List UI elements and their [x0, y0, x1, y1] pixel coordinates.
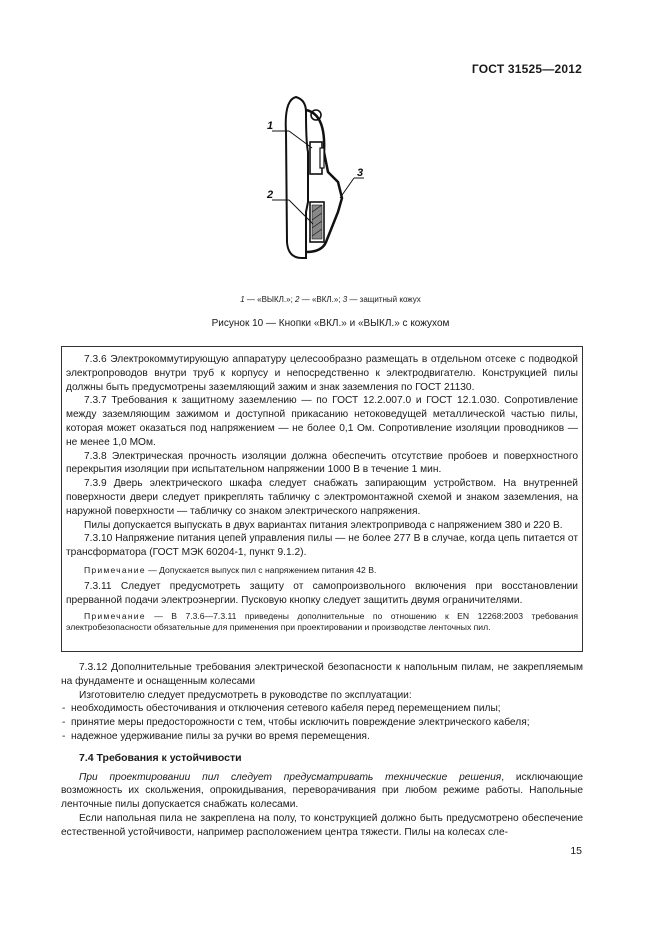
- paragraph-7-3-12: 7.3.12 Дополнительные требования электрической безопасности к напольным пилам, не закрепляемым на фундаменте и оснащенным колесами: [61, 662, 583, 687]
- enclosure-body: [286, 97, 308, 258]
- callout-1: 1: [267, 120, 274, 132]
- paragraph-7-3-10: 7.3.10 Напряжение питания цепей управления пилы — не более 277 В в случае, когда цепь питается от трансформатора (ГОСТ МЭК 60204-1, пункт 9.1.2).: [66, 533, 578, 559]
- paragraph-7-3-9: 7.3.9 Дверь электрического шкафа следует снабжать запирающим устройством. На внутренней поверхности двери следует прикреплять табличку с электромонтажной схемой и знаком заземления, на наружной поверхности — табличку со знаком электрического напряжения.: [66, 478, 578, 517]
- paragraph-7-3-8: 7.3.8 Электрическая прочность изоляции должна обеспечить отсутствие пробоев и поверхностного перекрытия изоляции при испытательном напряжении 1000 В в течение 1 мин.: [66, 450, 578, 476]
- paragraph-voltage-variants: Пилы допускается выпускать в двух вариантах питания электропривода с напряжением 380 и 220 В.: [84, 519, 563, 531]
- list-item: - надежное удерживание пилы за ручки во время перемещения.: [61, 730, 583, 744]
- paragraph-floor-saw: Если напольная пила не закреплена на полу, то конструкцией должно быть предусмотрено обеспечение естественной устойчивости, например расположением центра тяжести. Пилы на колесах сле-: [61, 812, 583, 838]
- callout-2: 2: [267, 189, 274, 201]
- figure-legend: 1 — «ВЫКЛ.»; 2 — «ВКЛ.»; 3 — защитный кожух: [240, 295, 421, 304]
- page-number: 15: [570, 845, 582, 857]
- note-1: Примечание — Допускается выпуск пил с напряжением питания 42 В.: [84, 564, 377, 575]
- paragraph-7-3-7: 7.3.7 Требования к защитному заземлению — по ГОСТ 12.2.007.0 и ГОСТ 12.1.030. Сопротивление между заземляющим зажимом и доступной прикасанию нетоковедущей металлической частью пилы, которая может оказаться под напряжением — не более 0,1 Ом. Сопротивление изоляции проводников — не менее 1,0 МОм.: [66, 395, 578, 448]
- note-2: Примечание — В 7.3.6—7.3.11 приведены дополнительные по отношению к EN 12268:2003 требования электробезопасности обязательные для применения при проектировании и производстве ленточных пил.: [66, 610, 578, 633]
- figure-caption: Рисунок 10 — Кнопки «ВКЛ.» и «ВЫКЛ.» с кожухом: [211, 318, 450, 329]
- boxed-requirements-section: [61, 346, 583, 652]
- document-header: ГОСТ 31525—2012: [471, 62, 582, 76]
- paragraph-7-3-6: 7.3.6 Электрокоммутирующую аппаратуру целесообразно размещать в отдельном отсеке с подводкой электропроводов внутри труб к корпусу и непосредственно к электродвигателю. Конструкцией пилы должны быть предусмотрены заземляющий зажим и знак заземления по ГОСТ 21130.: [66, 354, 578, 393]
- figure-10-buttons-diagram: [256, 92, 376, 262]
- paragraph-7-3-11: 7.3.11 Следует предусмотреть защиту от самопроизвольного включения при восстановлении прерванной подачи электроэнергии. Пусковую кнопку следует защитить двумя ограничителями.: [66, 580, 578, 606]
- list-item: - принятие меры предосторожности с тем, чтобы исключить повреждение электрического кабеля;: [61, 716, 583, 730]
- main-text: [61, 661, 583, 840]
- paragraph-manual-intro: Изготовителю следует предусмотреть в руководстве по эксплуатации:: [79, 689, 412, 701]
- callout-3: 3: [357, 167, 364, 179]
- list-item: - необходимость обесточивания и отключения сетевого кабеля перед перемещением пилы;: [61, 702, 583, 716]
- paragraph-stability: При проектировании пил следует предусматривать технические решения, исключающие возможность их скольжения, опрокидывания, переворачивания при любом режиме работы. Напольные ленточные пилы допускается снабжать колесами.: [61, 771, 583, 811]
- section-heading-7-4: 7.4 Требования к устойчивости: [79, 751, 242, 764]
